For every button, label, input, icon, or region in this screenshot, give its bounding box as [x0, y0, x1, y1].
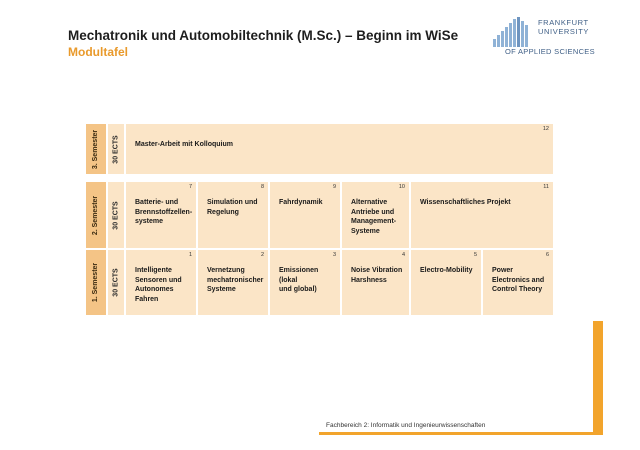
decorative-orange-bar-vertical: [593, 321, 603, 435]
module-2[interactable]: [198, 250, 268, 315]
module-name: Emissionen (lokal und global): [279, 267, 319, 293]
module-name: Vernetzung mechatronischer Systeme: [207, 267, 264, 293]
module-number: 3: [332, 252, 336, 258]
module-10[interactable]: [342, 182, 409, 248]
module-name: Noise Vibration Harshness: [351, 267, 403, 284]
module-1[interactable]: [126, 250, 196, 315]
module-number: 2: [260, 252, 264, 258]
footer-text: Fachbereich 2: Informatik und Ingenieurwissenschaften: [326, 422, 486, 429]
module-name: Intelligente Sensoren und Autonomes Fahren: [135, 267, 182, 303]
logo-text: [538, 18, 589, 36]
module-number: 12: [542, 126, 549, 132]
module-number: 10: [398, 184, 405, 190]
logo-line-2: UNIVERSITY: [538, 27, 590, 36]
module-5[interactable]: [411, 250, 481, 315]
module-name: Wissenschaftliches Projekt: [420, 199, 511, 206]
module-name: Fahrdynamik: [279, 199, 323, 206]
university-logo: [493, 17, 613, 57]
semester-2-label: 2. Semester: [86, 182, 106, 248]
module-number: 9: [332, 184, 336, 190]
module-name: Simulation und Regelung: [207, 199, 258, 216]
logo-bars-icon: [493, 17, 531, 47]
module-8[interactable]: [198, 182, 268, 248]
module-4[interactable]: [342, 250, 409, 315]
semester-2-ects: 30 ECTS: [108, 182, 124, 248]
logo-line-3: OF APPLIED SCIENCES: [505, 47, 595, 56]
module-number: 4: [401, 252, 405, 258]
module-3[interactable]: [270, 250, 340, 315]
module-9[interactable]: [270, 182, 340, 248]
module-number: 5: [473, 252, 477, 258]
module-name: Alternative Antriebe und Management- Systeme: [351, 199, 397, 235]
semester-1-label: 1. Semester: [86, 250, 106, 315]
decorative-orange-bar-horizontal: [319, 432, 603, 435]
module-7[interactable]: [126, 182, 196, 248]
module-12[interactable]: [126, 124, 553, 174]
module-number: 7: [188, 184, 192, 190]
module-name: Electro-Mobility: [420, 267, 473, 274]
module-name: Power Electronics and Control Theory: [492, 267, 545, 293]
page-title: Mechatronik und Automobiltechnik (M.Sc.) – Beginn im WiSe: [68, 28, 459, 43]
page-subtitle: Modultafel: [68, 45, 128, 59]
module-name: Master-Arbeit mit Kolloquium: [135, 141, 234, 148]
logo-line-1: FRANKFURT: [538, 18, 589, 27]
module-number: 11: [543, 184, 549, 190]
module-6[interactable]: [483, 250, 553, 315]
module-number: 1: [188, 252, 192, 258]
module-number: 8: [260, 184, 264, 190]
semester-1-ects: 30 ECTS: [108, 250, 124, 315]
module-11[interactable]: [411, 182, 553, 248]
semester-3-label: 3. Semester: [86, 124, 106, 174]
module-table: [86, 124, 553, 315]
module-name: Batterie- und Brennstoffzellen- systeme: [135, 199, 193, 225]
module-number: 6: [545, 252, 549, 258]
semester-3-ects: 30 ECTS: [108, 124, 124, 174]
